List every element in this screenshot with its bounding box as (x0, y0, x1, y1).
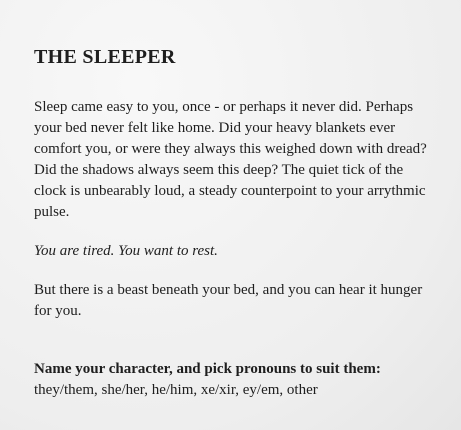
prompt-heading: Name your character, and pick pronouns to suit them: (34, 361, 381, 377)
page-title: THE SLEEPER (34, 46, 176, 68)
beast-paragraph: But there is a beast beneath your bed, and you can hear it hunger for you. (34, 282, 423, 319)
intro-paragraph: Sleep came easy to you, once - or perhaps it never did. Perhaps your bed never felt like home. Did your heavy blankets ever comfort you, or were they always this weighed down with dread? Did the shadows always seem this deep? The quiet tick of the clock is unbearably loud, a steady counterpoint to your arrythmic pulse. (34, 99, 427, 220)
pronoun-options: they/them, she/her, he/him, xe/xir, ey/em, other (34, 382, 318, 398)
italic-paragraph: You are tired. You want to rest. (34, 243, 218, 259)
